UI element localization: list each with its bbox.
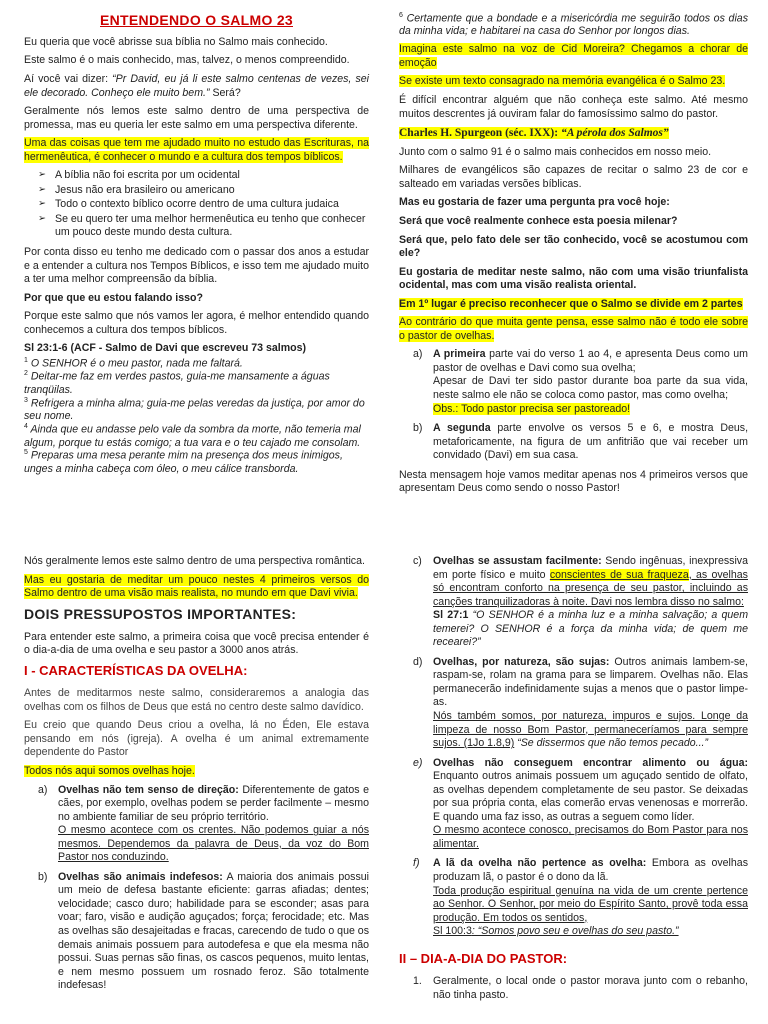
term: Ovelhas são animais indefesos:	[58, 870, 223, 883]
characteristics-list	[413, 555, 748, 939]
question: Por que que eu estou falando isso?	[24, 291, 203, 304]
quote: : “Somos povo seu e ovelhas do seu pasto.”	[471, 925, 679, 938]
verse-text: Deitar-me faz em verdes pastos, guia-me mansamente a águas tranqüilas.	[24, 370, 330, 396]
arrow-bullet-icon: ➢	[38, 183, 46, 195]
text: parte envolve os versos 5 e 6, e mostra Deus, metaforicamente, na figura de um anfitrião que vai receber um convidado (Davi) em sua casa.	[433, 422, 749, 462]
term: Ovelhas não tem senso de direção:	[58, 783, 239, 796]
list-item-text: Todo o contexto bíblico ocorre dentro de uma cultura judaica	[55, 198, 339, 211]
quote: “A pérola dos Salmos”	[560, 127, 669, 140]
column-1	[24, 12, 369, 476]
list-item-text: A bíblia não foi escrita por um ocidental	[55, 169, 240, 182]
verse	[24, 357, 369, 370]
question: Será que você realmente conhece esta poesia milenar?	[399, 215, 678, 228]
highlight	[399, 127, 669, 139]
numbered-list	[413, 975, 748, 1002]
arrow-bullet-icon: ➢	[38, 198, 46, 210]
psalm-verses	[24, 357, 369, 476]
list-marker: b)	[413, 422, 423, 435]
list-item	[413, 857, 748, 938]
parts-list	[413, 348, 748, 462]
verse-number: 6	[399, 12, 403, 19]
text: Sendo ingênuas, inexpressiva em porte físico e muito	[433, 555, 748, 581]
list-item-text	[433, 857, 748, 884]
paragraph: Geralmente nós lemos este salmo dentro de uma perspectiva de promessa, mas eu queria ler este salmo em uma perspectiva diferente.	[24, 105, 369, 131]
list-item	[38, 184, 369, 198]
list-item-text: Se eu quero ter uma melhor hermenêutica eu tenho que conhecer um pouco deste mundo desta cultura.	[55, 212, 366, 239]
highlighted-paragraph	[399, 43, 748, 70]
verse-number: 2	[24, 370, 28, 378]
text: A maioria dos animais possui um meio de defesa bastante eficiente: garras afiadas; dentes; velocidade; casco duro; habilidade para se esconder; asas para voar; faro, visão e audição aguçados; força; ferocidade; etc. Mas as ovelhas são desajeitadas e fracas, carecendo de tudo o que os demais animais possuem para autodefesa e que ela mesma não possui. Suas pernas são finas, os cascos pequenos, muito lentas, e nem mesmo possuem um rosnado feroz. São totalmente indefesas!	[58, 870, 369, 992]
term: A lã da ovelha não pertence as ovelha:	[433, 857, 647, 870]
list-marker: f)	[413, 857, 420, 870]
highlighted-paragraph	[399, 316, 748, 343]
highlight: Todos nós aqui somos ovelhas hoje.	[24, 765, 195, 777]
paragraph: Porque este salmo que nós vamos ler agora, é melhor entendido quando conhecemos a cultura dos tempos bíblicos.	[24, 310, 369, 336]
list-marker: a)	[413, 348, 423, 361]
list-item	[38, 784, 369, 865]
list-item	[38, 871, 369, 993]
list-item-text	[433, 656, 748, 710]
list-item-text	[433, 422, 748, 463]
list-item	[38, 213, 369, 240]
quote: “O SENHOR é a minha luz e a minha salvação; a quem temerei? O SENHOR é a força da minha vida; de quem me recearei?”	[433, 609, 749, 649]
list-item	[413, 422, 748, 463]
arrow-bullet-icon: ➢	[38, 169, 46, 181]
paragraph: Junto com o salmo 91 é o salmo mais conhecidos em nosso meio.	[399, 145, 712, 158]
list-item	[38, 198, 369, 212]
underlined-text: Toda produção espiritual genuína na vida de um crente pertence ao Senhor. O Senhor, por meio do Espírito Santo, provê toda essa produção. Em todos os sentidos,	[433, 884, 748, 924]
arrow-bullet-icon: ➢	[38, 212, 46, 224]
underlined-text	[433, 710, 748, 751]
list-item	[413, 975, 748, 1002]
text: Será?	[209, 86, 241, 99]
column-4	[399, 555, 748, 1008]
verse-number: 4	[24, 423, 28, 431]
highlight: Em 1º lugar é preciso reconhecer que o Salmo se divide em 2 partes	[399, 297, 743, 310]
text: Aí você vai dizer:	[24, 73, 113, 85]
question: Mas eu gostaria de fazer uma pergunta pra você hoje:	[399, 196, 670, 209]
text: Apesar de Davi ter sido pastor durante boa parte da sua vida, neste salmo ele não se coloca como pastor, mas como ovelha;	[433, 375, 748, 402]
paragraph: Para entender este salmo, a primeira coisa que você precisa entender é o dia-a-dia de uma ovelha e seu pastor a 3000 anos atrás.	[24, 630, 369, 657]
underlined-text: O mesmo acontece conosco, precisamos do Bom Pastor para nos alimentar.	[433, 824, 748, 850]
bullet-list	[38, 169, 369, 240]
author: Charles H. Spurgeon (séc. IXX):	[399, 127, 561, 140]
scripture-reference: Sl 23:1-6 (ACF - Salmo de Davi que escreveu 73 salmos)	[24, 342, 307, 355]
highlight: Se existe um texto consagrado na memória evangélica é o Salmo 23.	[399, 75, 726, 88]
list-item	[413, 757, 748, 852]
list-item	[413, 555, 748, 650]
paragraph: Nós geralmente lemos este salmo dentro de uma perspectiva romântica.	[24, 555, 365, 567]
verse-number: 5	[24, 449, 28, 457]
section-heading: DOIS PRESSUPOSTOS IMPORTANTES:	[24, 605, 297, 622]
term: A primeira	[433, 348, 486, 361]
verse-text: O SENHOR é o meu pastor, nada me faltará.	[27, 357, 243, 370]
highlight: conscientes de sua fraqueza	[549, 568, 689, 581]
scripture-quote	[433, 609, 748, 650]
highlight: Mas eu gostaria de meditar um pouco nestes 4 primeiros versos do Salmo dentro de uma visão mais realista, no mundo em que Davi vivia.	[24, 573, 369, 600]
term: A segunda	[433, 422, 491, 435]
text: Embora as ovelhas produzam lã, o pastor é o dono da lã.	[433, 857, 748, 884]
verse-text: Ainda que eu andasse pelo vale da sombra da morte, não temeria mal algum, porque tu estás comigo; a tua vara e o teu cajado me consolam.	[24, 423, 361, 449]
highlight: Obs.: Todo pastor precisa ser pastoreado!	[433, 402, 631, 415]
section-heading: I - CARACTERÍSTICAS DA OVELHA:	[24, 662, 248, 678]
paragraph: Milhares de evangélicos são capazes de recitar o salmo 23 de cor e salteado em variadas versões bíblicas.	[399, 164, 748, 190]
highlighted-paragraph	[24, 765, 369, 779]
text: Diferentemente de gatos e cães, por exemplo, ovelhas podem se perder facilmente – mesmo no ambiente familiar de seu próprio território.	[58, 783, 370, 823]
list-marker: e)	[413, 756, 423, 769]
section-heading: II – DIA-A-DIA DO PASTOR:	[399, 950, 568, 966]
quote-attribution	[399, 126, 748, 141]
highlight: Ao contrário do que muita gente pensa, esse salmo não é todo ele sobre o pastor de ovelhas.	[399, 316, 748, 342]
paragraph: É difícil encontrar alguém que não conheça este salmo. Até mesmo muitos descrentes já ouviram falar do famosíssimo salmo do pastor.	[399, 94, 748, 120]
verse	[24, 423, 369, 449]
term: Ovelhas, por natureza, são sujas:	[433, 655, 610, 668]
verse	[24, 370, 369, 396]
verse-text: Certamente que a bondade e a misericórdia me seguirão todos os dias da minha vida; e habitarei na casa do Senhor por longos dias.	[399, 12, 748, 38]
paragraph: Antes de meditarmos neste salmo, consideraremos a analogia das ovelhas com os filhos de Deus que está no centro deste salmo davídico.	[24, 687, 369, 713]
note	[433, 403, 748, 417]
list-item-text	[433, 348, 748, 375]
paragraph: Nesta mensagem hoje vamos meditar apenas nos 4 primeiros versos que apresentam Deus como sendo o nosso Pastor!	[399, 468, 748, 495]
list-item	[413, 656, 748, 751]
list-item-text	[58, 784, 369, 825]
paragraph: Por conta disso eu tenho me dedicado com o passar dos anos a estudar e a entender a cultura nos Tempos Bíblicos, e isso tem me ajudado muito a ter uma melhor compreensão da bíblia.	[24, 246, 369, 286]
list-item	[413, 348, 748, 416]
list-item-text: Geralmente, o local onde o pastor morava junto com o rebanho, não tinha pasto.	[433, 975, 748, 1001]
page-title: ENTENDENDO O SALMO 23	[100, 12, 293, 28]
highlighted-paragraph	[24, 137, 369, 164]
statement: Eu gostaria de meditar neste salmo, não com uma visão triunfalista ocidental, mas com uma visão realista oriental.	[399, 265, 748, 292]
list-item-text	[58, 871, 369, 993]
paragraph: Eu creio que quando Deus criou a ovelha, lá no Éden, Ele estava pensando em nós (igreja). A ovelha é um animal extremamente dependente do Pastor	[24, 719, 369, 759]
paragraph: Eu queria que você abrisse sua bíblia no Salmo mais conhecido.	[24, 35, 328, 48]
list-item-text: Jesus não era brasileiro ou americano	[55, 183, 235, 196]
verse-number: 3	[24, 396, 28, 404]
verse	[24, 397, 369, 423]
list-marker: a)	[38, 783, 48, 796]
highlighted-paragraph	[399, 298, 748, 312]
quote: “Se dissermos que não temos pecado...”	[514, 737, 708, 750]
list-item-text	[433, 757, 748, 825]
highlight: Imagina este salmo na voz de Cid Moreira? Chegamos a chorar de emoção	[399, 43, 748, 69]
text: parte vai do verso 1 ao 4, e apresenta Deus como um pastor de ovelhas e Davi como sua ovelha;	[433, 348, 748, 374]
list-item	[38, 169, 369, 183]
verse-text: Preparas uma mesa perante mim na presença dos meus inimigos, unges a minha cabeça com óleo, o meu cálice transborda.	[24, 449, 343, 475]
text: Enquanto outros animais possuem um aguçado sentido de olfato, as ovelhas dependem completamente de seu pastor. Se deixadas por sua própria conta, elas comerão ervas venenosas e morrerão. E quando uma faz isso, as outras a seguem como líder.	[433, 770, 748, 823]
highlighted-paragraph	[24, 574, 369, 601]
scripture-quote	[433, 925, 748, 939]
list-marker: 1.	[413, 975, 422, 988]
scripture-reference: Sl 27:1	[433, 609, 469, 622]
quote: “Pr David, eu já li este salmo centenas de vezes, sei ele decorado. Conheço ele muito bem.”	[24, 73, 369, 99]
scripture-reference: Sl 100:3	[433, 925, 472, 938]
column-3	[24, 555, 369, 999]
term: Ovelhas não conseguem encontrar alimento ou água:	[433, 756, 748, 769]
text: Outros animais lambem-se, raspam-se, rolam na grama para se limparem. Ovelhas não. Elas permanecerão indefinidamente sujas a menos que o pastor limpe-as.	[433, 655, 748, 709]
underlined-text: , as ovelhas só encontram conforto na presença de seu pastor, incluindo as canções tranquilizadoras à noite. Davi nos lembra disso no salmo:	[433, 568, 748, 608]
paragraph	[24, 73, 369, 100]
underlined-text: O mesmo acontece com os crentes. Não podemos guiar a nós mesmos. Dependemos da palavra de Deus, da voz do Bom Pastor nos conduzindo.	[58, 824, 369, 864]
question: Será que, pelo fato dele ser tão conhecido, você se acostumou com ele?	[399, 233, 748, 260]
verse-text: Refrigera a minha alma; guia-me pelas veredas da justiça, por amor do seu nome.	[24, 397, 365, 423]
list-item-text	[433, 555, 748, 609]
highlighted-paragraph	[399, 75, 748, 89]
column-2	[399, 12, 748, 501]
underlined-text: Nós também somos, por natureza, impuros e sujos. Longe da limpeza de nosso Bom Pastor, permaneceríamos para sempre sujos. (1Jo 1.8,9)	[433, 710, 748, 750]
list-marker: c)	[413, 555, 422, 567]
verse	[399, 12, 748, 38]
verse-number: 1	[24, 356, 28, 364]
highlight: Uma das coisas que tem me ajudado muito no estudo das Escrituras, na hermenêutica, é conhecer o mundo e a cultura dos tempos bíblicos.	[24, 137, 369, 163]
paragraph: Este salmo é o mais conhecido, mas, talvez, o menos compreendido.	[24, 54, 350, 67]
list-marker: b)	[38, 870, 48, 883]
term: Ovelhas se assustam facilmente:	[433, 555, 602, 567]
list-marker: d)	[413, 655, 423, 668]
characteristics-list	[38, 784, 369, 993]
verse	[24, 449, 369, 475]
